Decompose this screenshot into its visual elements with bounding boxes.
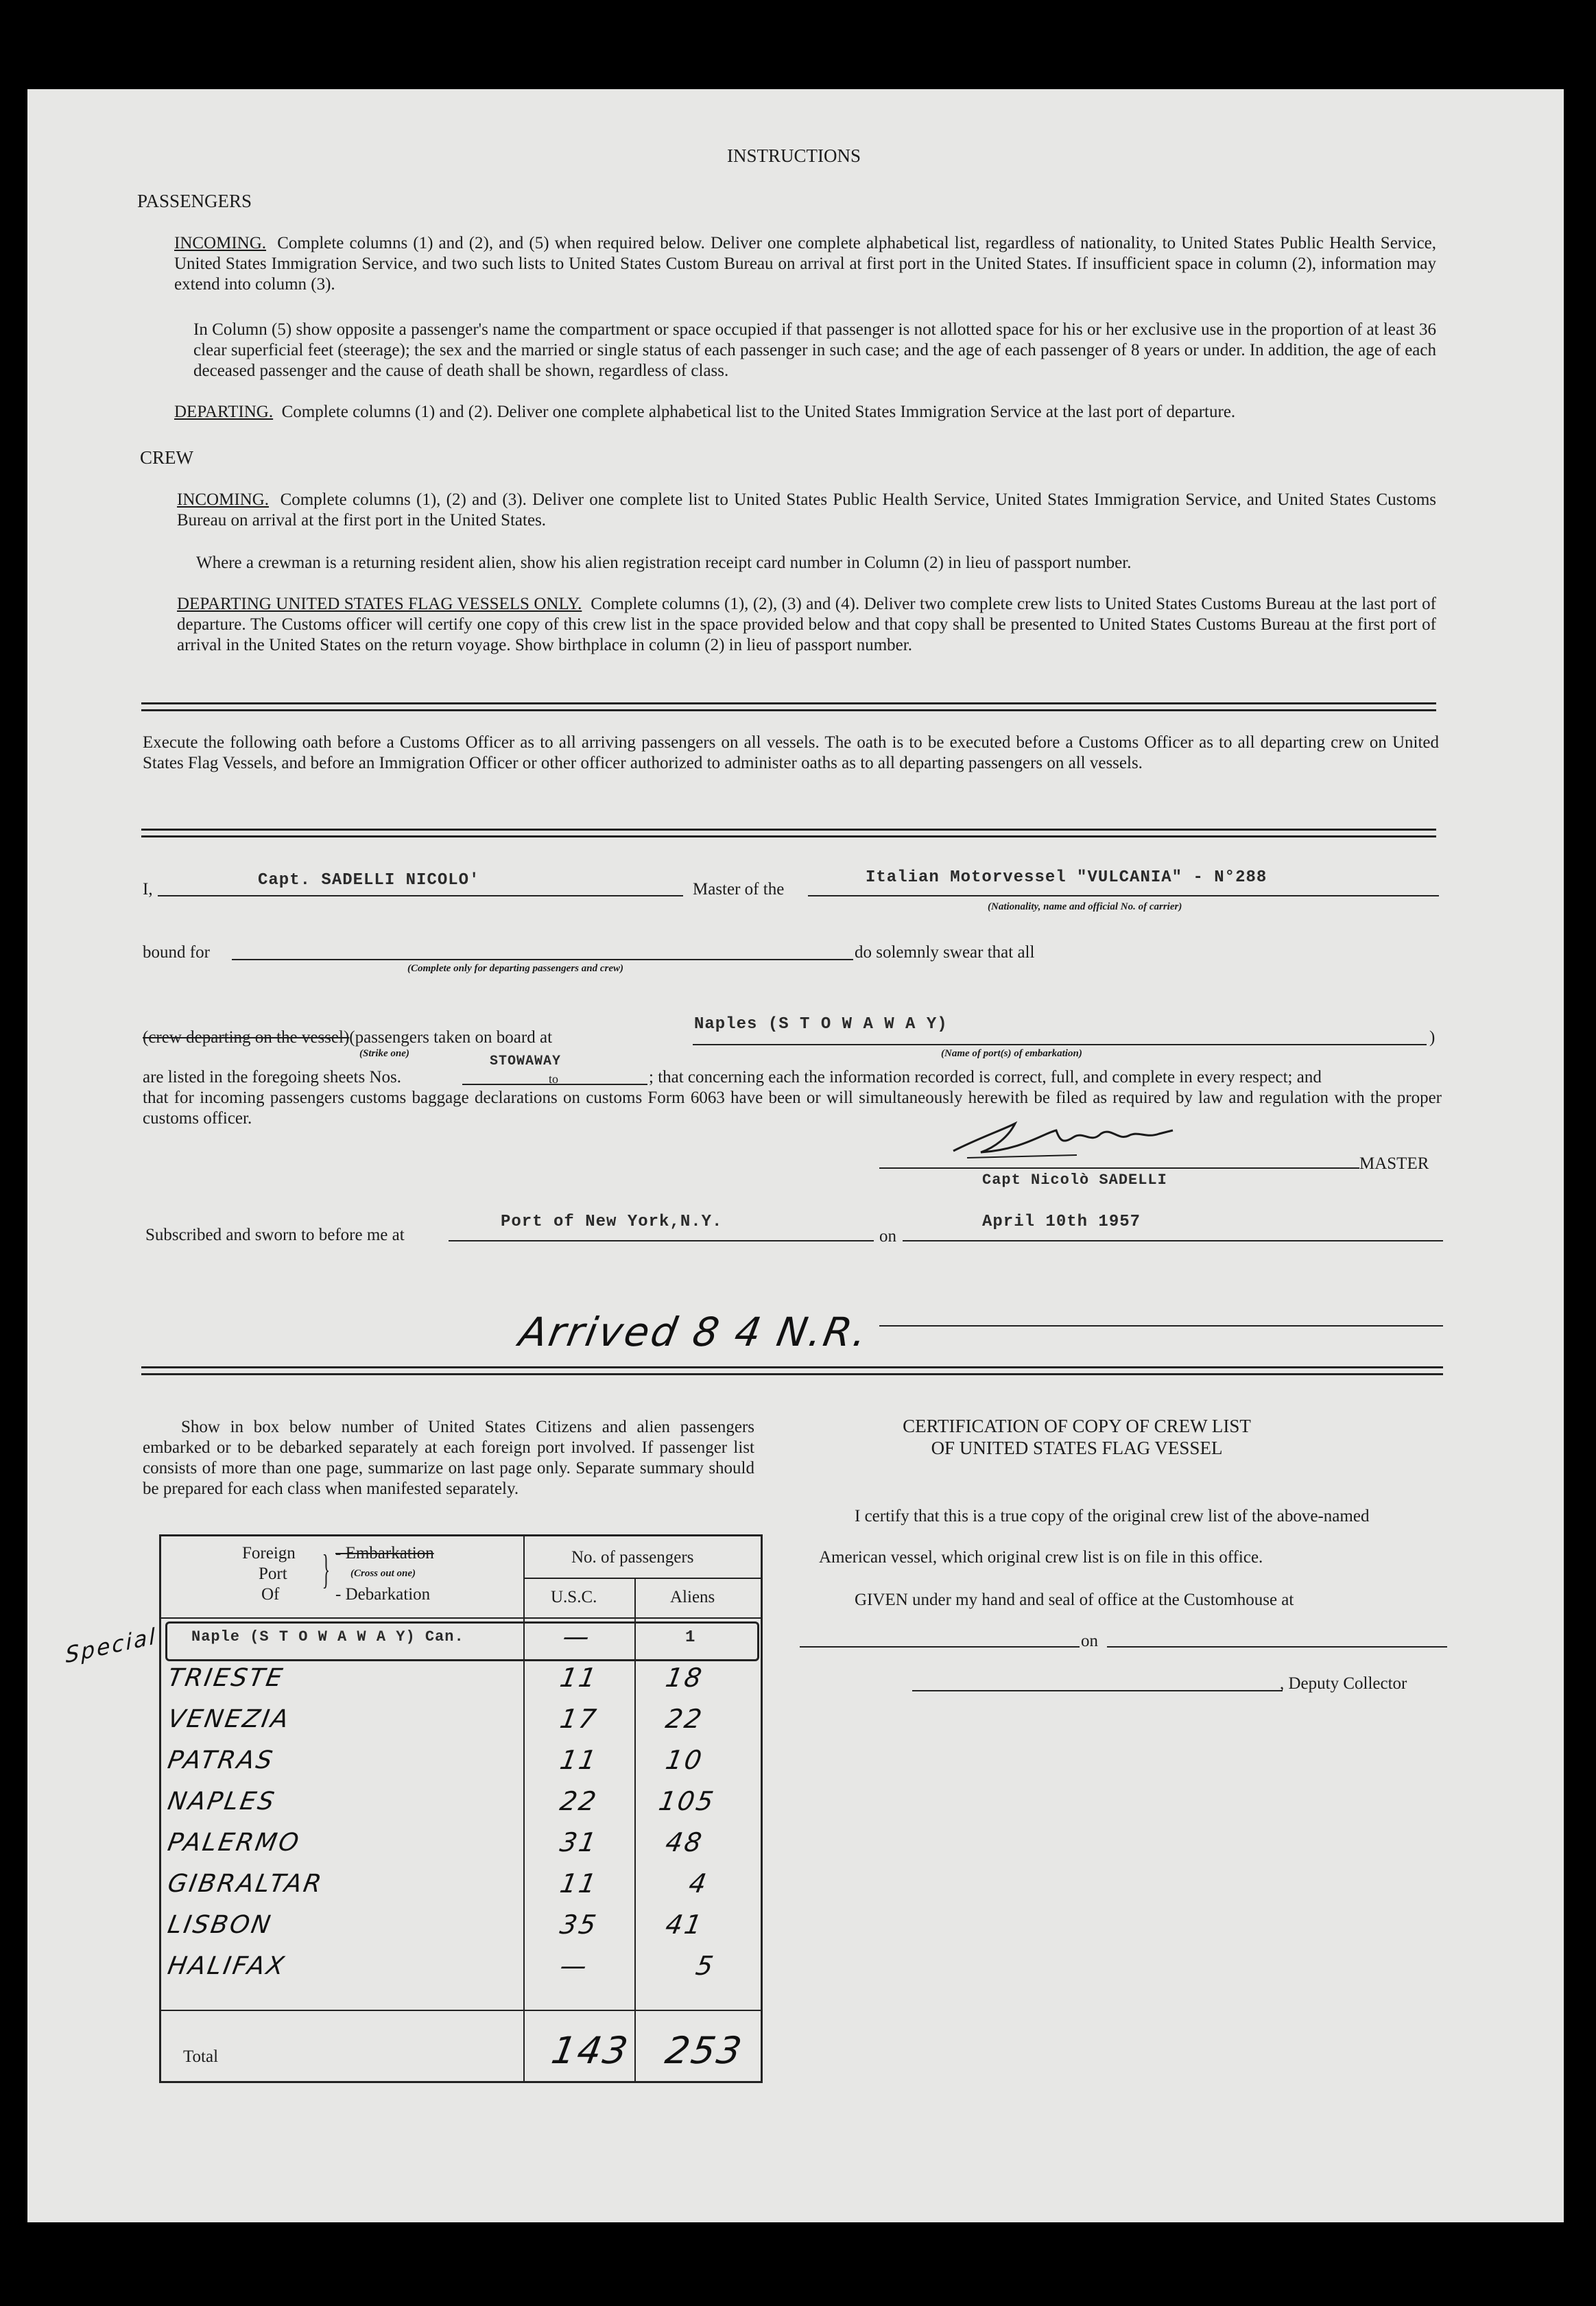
flag-paragraph [177,594,1436,656]
header-brace: } [322,1547,331,1592]
crew-incoming-paragraph [177,490,1436,531]
certification-text-1: I certify that this is a true copy of the original crew list of the above-named [855,1507,1370,1525]
table-row [161,1660,761,1701]
officer-signature-line [879,1325,1443,1327]
bound-for-label: bound for [143,943,210,962]
subscribed-label: Subscribed and sworn to before me at [145,1226,405,1244]
bound-for-line [232,959,853,960]
master-signature-line [879,1167,1359,1169]
deputy-label: , Deputy Collector [1280,1674,1407,1693]
row-port: GIBRALTAR [165,1870,326,1898]
row-aliens: 4 [687,1868,711,1899]
passenger-summary-table [159,1534,763,2083]
certification-on-label: on [1081,1632,1098,1650]
row-port: VENEZIA [165,1705,293,1733]
close-paren: ) [1429,1028,1436,1047]
port-caption: (Name of port(s) of embarkation) [941,1048,1082,1059]
concerning-text: ; that concerning each the information recorded is correct, full, and complete in every respect; and [649,1068,1322,1086]
passengers-taken-label: (passengers taken on board at [349,1028,553,1047]
departing-paragraph [174,402,1436,423]
customhouse-line [800,1646,1080,1648]
master-signature [940,1110,1187,1165]
table-row [161,1907,761,1948]
table-row [161,1619,761,1659]
row-usc: 17 [558,1704,601,1734]
row-port: Naple (S T O W A W A Y) Can. [191,1628,464,1645]
signature-typed-name: Capt Nicolò SADELLI [982,1172,1167,1189]
row-aliens: 10 [663,1745,706,1775]
row-port: TRIESTE [165,1664,287,1692]
header-foreign: Foreign [242,1544,296,1562]
departing-text: Complete columns (1) and (2). Deliver one complete alphabetical list to the United States Immigration Service at the last port of departure. [281,403,1236,421]
divider-rule [141,829,1436,831]
table-row [161,1824,761,1866]
crew-departing-option [143,1027,552,1048]
sworn-place-value: Port of New York,N.Y. [501,1213,723,1231]
table-row-divider [523,1578,761,1579]
table-row [161,1783,761,1824]
sworn-date-line [903,1240,1443,1241]
divider-rule [141,835,1436,837]
row-aliens: 5 [693,1951,718,1981]
crew-resident-paragraph: Where a crewman is a returning resident alien, show his alien registration receipt card number in Column (2) in lieu of passport number. [196,554,1132,572]
master-of-label: Master of the [693,880,785,899]
master-name-line [158,895,683,896]
passengers-heading: PASSENGERS [137,191,252,211]
incoming-paragraph [174,233,1436,295]
header-cross: (Cross out one) [350,1568,416,1579]
row-aliens: 48 [663,1827,706,1857]
swear-label: do solemnly swear that all [855,943,1035,962]
certification-title-1: CERTIFICATION OF COPY OF CREW LIST [903,1416,1251,1436]
header-debarkation: - Debarkation [335,1585,431,1604]
crew-heading: CREW [140,447,193,468]
incoming-text: Complete columns (1) and (2), and (5) when required below. Deliver one complete alphabetical list, regardless of nationality, to United States Public Health Service, United States Immigration Service, and two such lists to United States Custom Bureau on arrival at first port in the United States. If insufficient space in column (2), information may extend into column (3). [174,234,1437,294]
vessel-caption: (Nationality, name and official No. of carrier) [988,901,1182,912]
divider-rule [141,1373,1443,1375]
master-name-value: Capt. SADELLI NICOLO' [258,871,480,890]
crew-departing-struck: (crew departing on the vessel) [143,1028,350,1047]
header-usc: U.S.C. [551,1588,597,1606]
port-value: Naples (S T O W A W A Y) [694,1015,948,1034]
total-label: Total [183,2047,219,2066]
departing-label: DEPARTING. [174,403,274,421]
row-usc: — [558,1951,591,1981]
table-row-divider [161,2010,761,2011]
flag-label: DEPARTING UNITED STATES FLAG VESSELS ONLY. [177,595,582,613]
summary-instruction: Show in box below number of United States Citizens and alien passengers embarked or to be debarked separately at each foreign port involved. If passenger list consists of more than one page, summarize on last page only. Separate summary should be prepared for each class when manifested separately. [143,1418,754,1498]
on-label: on [879,1227,896,1246]
handwritten-note: Arrived 8 4 N.R. [516,1309,872,1355]
strike-one-caption: (Strike one) [359,1048,409,1059]
row-usc: 35 [558,1910,601,1940]
header-aliens: Aliens [670,1588,715,1606]
crew-incoming-label: INCOMING. [177,490,270,509]
master-label: MASTER [1359,1154,1429,1173]
crew-incoming-text: Complete columns (1), (2) and (3). Deliver one complete list to United States Public Health Service, United States Immigration Service, and United States Customs Bureau on arrival at the first port in the United States. [177,490,1437,530]
certification-title-2: OF UNITED STATES FLAG VESSEL [931,1438,1223,1458]
divider-rule [141,709,1436,711]
vessel-value: Italian Motorvessel "VULCANIA" - N°288 [866,868,1267,887]
oath-intro: Execute the following oath before a Customs Officer as to all arriving passengers on all vessels. The oath is to be executed before a Customs Officer as to all departing crew on United States Flag Vessels, and before an Immigration Officer or other officer authorized to administer oaths as to all departing passengers on all vessels. [143,733,1439,772]
baggage-text: that for incoming passengers customs baggage declarations on customs Form 6063 have been or will simultaneously herewith be filed as required by law and regulation with the proper customs officer. [143,1089,1442,1128]
row-usc: 11 [558,1663,601,1693]
header-of: Of [261,1585,280,1604]
listed-label: are listed in the foregoing sheets Nos. [143,1068,401,1086]
port-line [693,1044,1427,1045]
row-usc: 22 [558,1786,601,1816]
sworn-place-line [449,1240,874,1241]
table-row [161,1742,761,1783]
certification-text-2: American vessel, which original crew list is on file in this office. [819,1548,1263,1567]
row-aliens: 1 [685,1628,696,1647]
table-row [161,1866,761,1907]
row-usc: 11 [558,1745,601,1775]
sheets-value: STOWAWAY [490,1054,562,1069]
divider-rule [141,1366,1443,1368]
row-aliens: 22 [663,1704,706,1734]
certification-text-3: GIVEN under my hand and seal of office at the Customhouse at [855,1591,1294,1609]
row-port: PATRAS [165,1746,277,1774]
row-usc: 31 [558,1827,601,1857]
table-row [161,1701,761,1742]
bound-for-caption: (Complete only for departing passengers and crew) [407,963,623,974]
vessel-line [808,895,1439,896]
row-port: HALIFAX [165,1952,288,1980]
row-aliens: 18 [663,1663,706,1693]
column5-paragraph: In Column (5) show opposite a passenger's name the compartment or space occupied if that passenger is not allotted space for his or her exclusive use in the proportion of at least 36 clear superficial feet (steerage); the sex and the married or single status of each passenger in such case; and the age of each passenger of 8 years or under. In addition, the age of each deceased passenger and the cause of death shall be shown, regardless of class. [193,320,1436,380]
header-port: Port [259,1565,287,1583]
instructions-title: INSTRUCTIONS [727,145,861,166]
flag-text: Complete columns (1), (2), (3) and (4). Deliver two complete crew lists to United States Customs Bureau at the last port of departure. The Customs officer will certify one copy of this crew list in the space provided below and that copy shall be presented to United States Customs Bureau at the first port of arrival in the United States on the return voyage. Show birthplace in column (2) in lieu of passport number. [177,595,1436,654]
to-label: to [549,1072,559,1086]
incoming-label: INCOMING. [174,234,267,252]
deputy-signature-line [912,1690,1283,1691]
special-annotation: Special [64,1622,158,1669]
header-embarkation: - Embarkation [335,1544,434,1562]
row-usc: 11 [558,1868,601,1899]
row-port: NAPLES [165,1787,278,1816]
sworn-date-value: April 10th 1957 [982,1213,1141,1231]
row-aliens: 41 [663,1910,706,1940]
i-label: I, [143,880,153,899]
table-row [161,1948,761,1989]
row-port: PALERMO [165,1829,303,1857]
divider-rule [141,702,1436,704]
row-aliens: 105 [656,1786,718,1816]
total-usc: 143 [548,2029,633,2072]
certification-date-line [1107,1646,1447,1648]
total-aliens: 253 [662,2029,747,2072]
row-port: LISBON [165,1911,275,1939]
row-usc: — [560,1621,594,1652]
header-no-passengers: No. of passengers [571,1548,694,1567]
